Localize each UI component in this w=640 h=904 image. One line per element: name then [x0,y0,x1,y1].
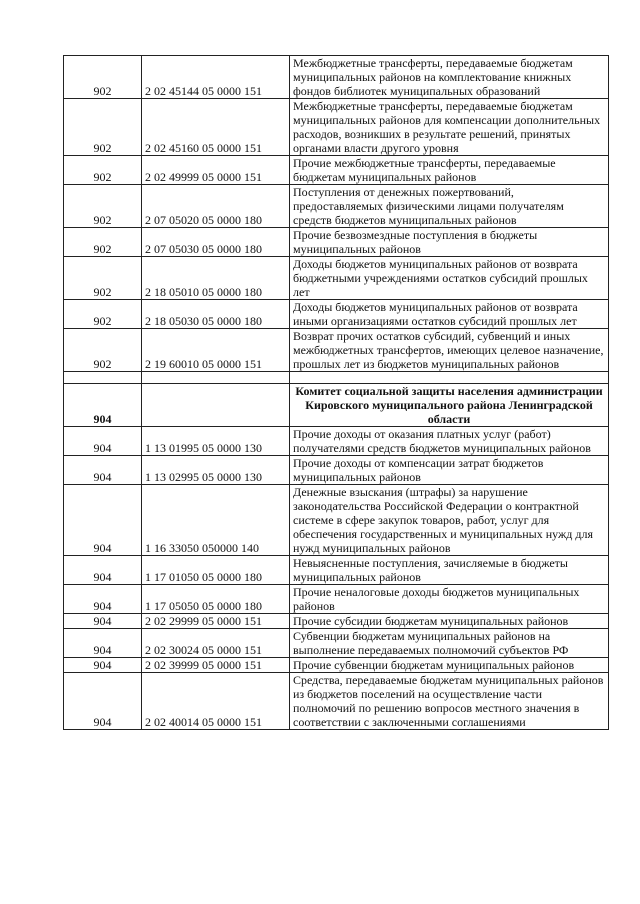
revenue-name-cell: Прочие доходы от оказания платных услуг (работ) получателями средств бюджетов муниципальных районов [290,427,609,456]
revenue-code-cell: 1 17 01050 05 0000 180 [142,556,290,585]
revenue-name-cell: Субвенции бюджетам муниципальных районов на выполнение передаваемых полномочий субъектов РФ [290,629,609,658]
table-row [64,56,609,99]
revenue-name-cell: Прочие неналоговые доходы бюджетов муниципальных районов [290,585,609,614]
revenue-name-cell: Прочие доходы от компенсации затрат бюджетов муниципальных районов [290,456,609,485]
revenue-name-cell: Возврат прочих остатков субсидий, субвенций и иных межбюджетных трансфертов, имеющих целевое назначение, прошлых лет из бюджетов муниципальных районов [290,329,609,372]
admin-code-cell: 902 [64,300,142,329]
admin-code-cell: 902 [64,99,142,156]
admin-code-cell: 902 [64,156,142,185]
revenue-code-cell: 2 02 45160 05 0000 151 [142,99,290,156]
admin-code-cell: 904 [64,614,142,629]
section-header-row [64,384,609,427]
revenue-code-cell: 2 18 05010 05 0000 180 [142,257,290,300]
table-row [64,585,609,614]
admin-code-cell: 902 [64,257,142,300]
table-row [64,99,609,156]
admin-code-cell: 904 [64,456,142,485]
empty-cell [142,372,290,384]
revenue-name-cell: Невыясненные поступления, зачисляемые в бюджеты муниципальных районов [290,556,609,585]
revenue-name-cell: Прочие безвозмездные поступления в бюджеты муниципальных районов [290,228,609,257]
admin-code-cell: 904 [64,485,142,556]
revenue-code-cell: 2 02 45144 05 0000 151 [142,56,290,99]
table-row [64,329,609,372]
revenue-code-cell: 1 16 33050 050000 140 [142,485,290,556]
table-row [64,658,609,673]
revenue-name-cell: Межбюджетные трансферты, передаваемые бюджетам муниципальных районов для компенсации дополнительных расходов, возникших в результате решений, принятых органами власти другого уровня [290,99,609,156]
revenue-name-cell: Прочие межбюджетные трансферты, передаваемые бюджетам муниципальных районов [290,156,609,185]
revenue-code-cell: 2 19 60010 05 0000 151 [142,329,290,372]
admin-code-cell: 904 [64,585,142,614]
revenue-code-cell: 1 13 01995 05 0000 130 [142,427,290,456]
revenue-name-cell: Поступления от денежных пожертвований, предоставляемых физическими лицами получателям средств бюджетов муниципальных районов [290,185,609,228]
table-row [64,485,609,556]
table-row [64,156,609,185]
revenue-name-cell: Доходы бюджетов муниципальных районов от возврата иными организациями остатков субсидий прошлых лет [290,300,609,329]
revenue-code-cell: 2 02 30024 05 0000 151 [142,629,290,658]
table-row [64,257,609,300]
revenue-code-cell: 2 02 40014 05 0000 151 [142,673,290,730]
revenue-name-cell: Доходы бюджетов муниципальных районов от возврата бюджетными учреждениями остатков субсидий прошлых лет [290,257,609,300]
administrator-name-cell: Комитет социальной защиты населения администрации Кировского муниципального района Ленинградской области [290,384,609,427]
revenue-code-cell: 2 02 49999 05 0000 151 [142,156,290,185]
revenue-code-cell: 2 07 05030 05 0000 180 [142,228,290,257]
revenue-code-cell: 2 02 29999 05 0000 151 [142,614,290,629]
admin-code-cell: 904 [64,556,142,585]
revenue-name-cell: Прочие субсидии бюджетам муниципальных районов [290,614,609,629]
table-row [64,556,609,585]
admin-code-cell: 904 [64,427,142,456]
revenue-codes-table [63,55,609,730]
revenue-code-cell: 2 18 05030 05 0000 180 [142,300,290,329]
revenue-code-cell [142,384,290,427]
admin-code-cell: 904 [64,658,142,673]
revenue-code-cell: 2 07 05020 05 0000 180 [142,185,290,228]
revenue-code-cell: 1 13 02995 05 0000 130 [142,456,290,485]
revenue-name-cell: Прочие субвенции бюджетам муниципальных районов [290,658,609,673]
admin-code-cell: 904 [64,629,142,658]
table-row [64,456,609,485]
table-row [64,673,609,730]
admin-code-cell: 902 [64,228,142,257]
revenue-name-cell: Средства, передаваемые бюджетам муниципальных районов из бюджетов поселений на осуществление части полномочий по решению вопросов местного значения в соответствии с заключенными соглашениями [290,673,609,730]
table-row [64,185,609,228]
table-row [64,228,609,257]
admin-code-cell: 902 [64,185,142,228]
table-row [64,300,609,329]
revenue-name-cell: Межбюджетные трансферты, передаваемые бюджетам муниципальных районов на комплектование книжных фондов библиотек муниципальных образований [290,56,609,99]
admin-code-cell: 904 [64,673,142,730]
table-row [64,629,609,658]
empty-cell [64,372,142,384]
revenue-code-cell: 2 02 39999 05 0000 151 [142,658,290,673]
empty-row [64,372,609,384]
admin-code-cell: 902 [64,56,142,99]
revenue-code-cell: 1 17 05050 05 0000 180 [142,585,290,614]
revenue-name-cell: Денежные взыскания (штрафы) за нарушение законодательства Российской Федерации о контрактной системе в сфере закупок товаров, работ, услуг для обеспечения государственных и муниципальных нужд для нужд муниципальных районов [290,485,609,556]
table-row [64,427,609,456]
table-row [64,614,609,629]
empty-cell [290,372,609,384]
admin-code-cell: 904 [64,384,142,427]
admin-code-cell: 902 [64,329,142,372]
